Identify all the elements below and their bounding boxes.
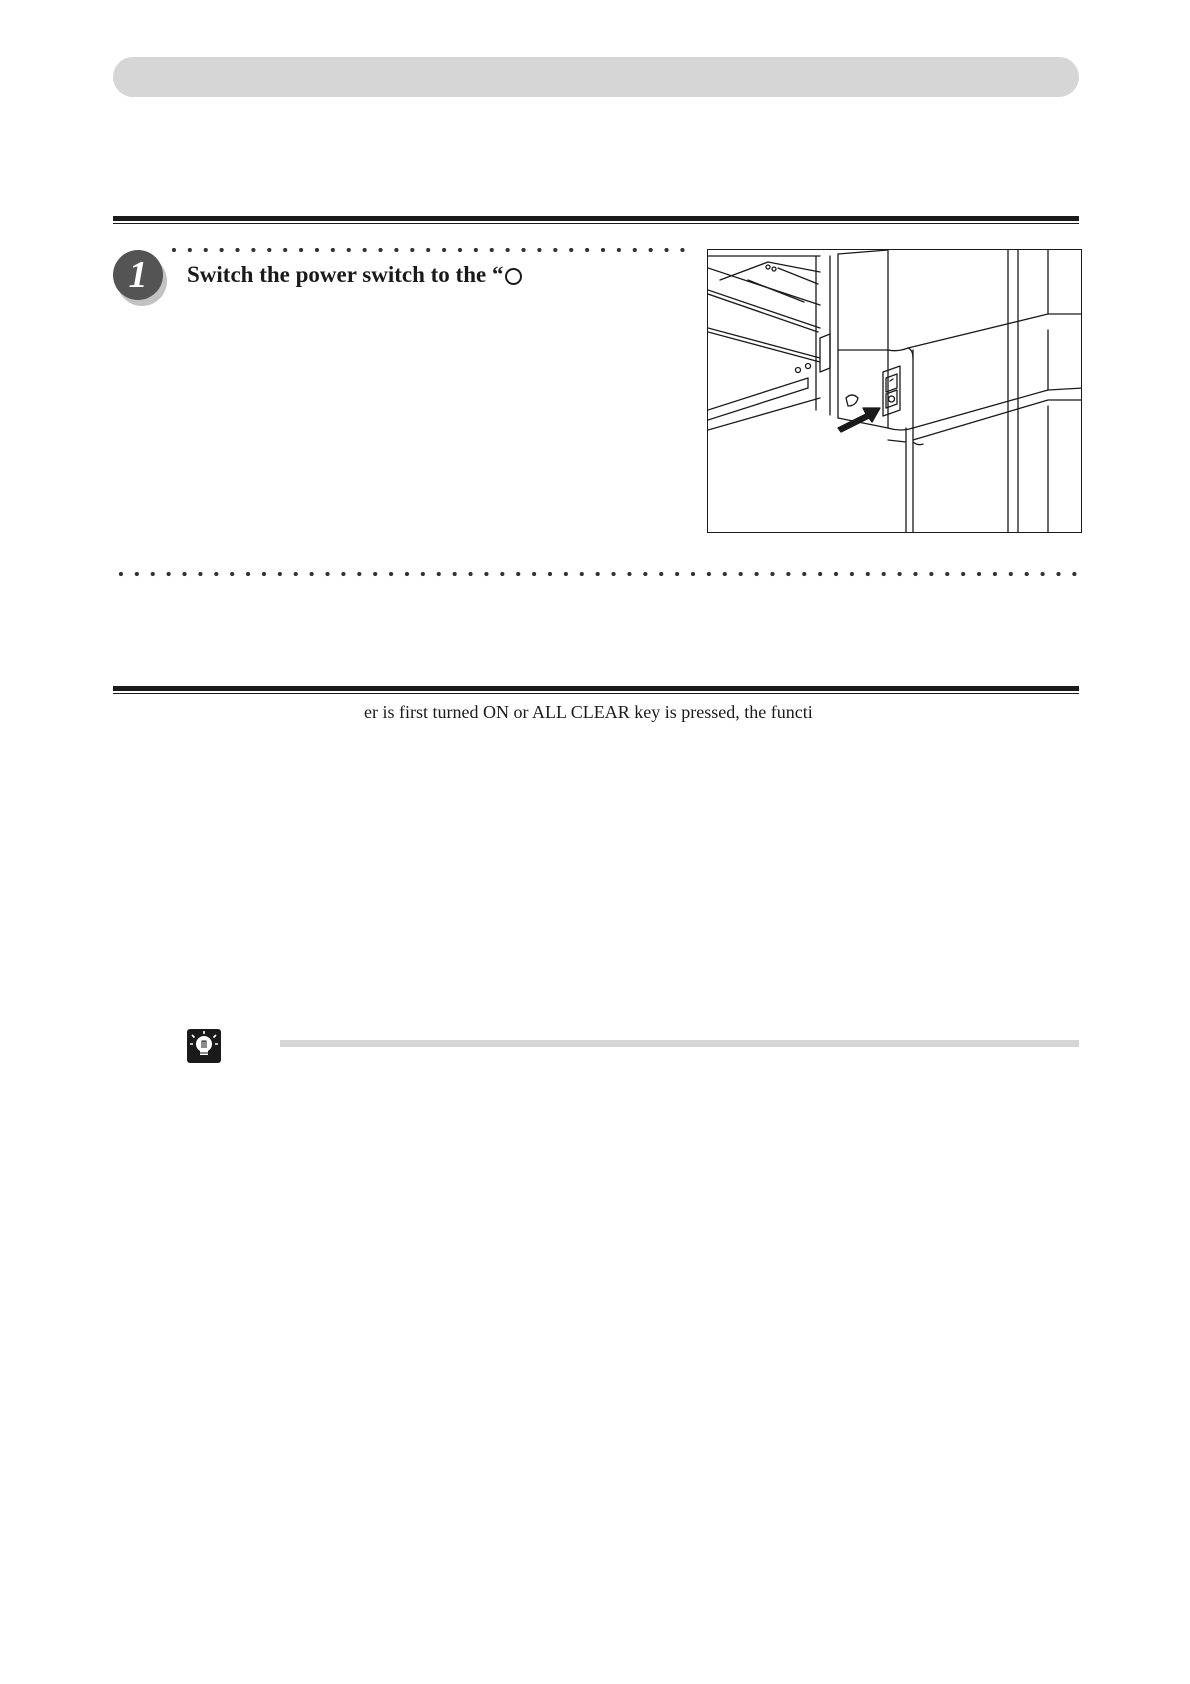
step-instruction-text: Switch the power switch to the “ [187, 262, 504, 287]
section-rule-top [113, 216, 1079, 225]
step-number-badge [113, 250, 167, 306]
power-switch-illustration [707, 249, 1082, 533]
pointing-arrow-icon [838, 408, 880, 432]
step-end-dotted-rule [113, 571, 1084, 577]
body-text-line: er is first turned ON or ALL CLEAR key is pressed, the functi [364, 702, 813, 722]
step-instruction [187, 262, 522, 288]
section-header-bar [113, 57, 1079, 97]
step-dotted-rule [166, 247, 686, 253]
section-rule-bottom [113, 686, 1079, 695]
circle-off-symbol-icon [505, 268, 522, 285]
lightbulb-hint-icon [187, 1029, 221, 1063]
step-number: 1 [128, 254, 148, 296]
hint-header-bar [280, 1040, 1079, 1047]
